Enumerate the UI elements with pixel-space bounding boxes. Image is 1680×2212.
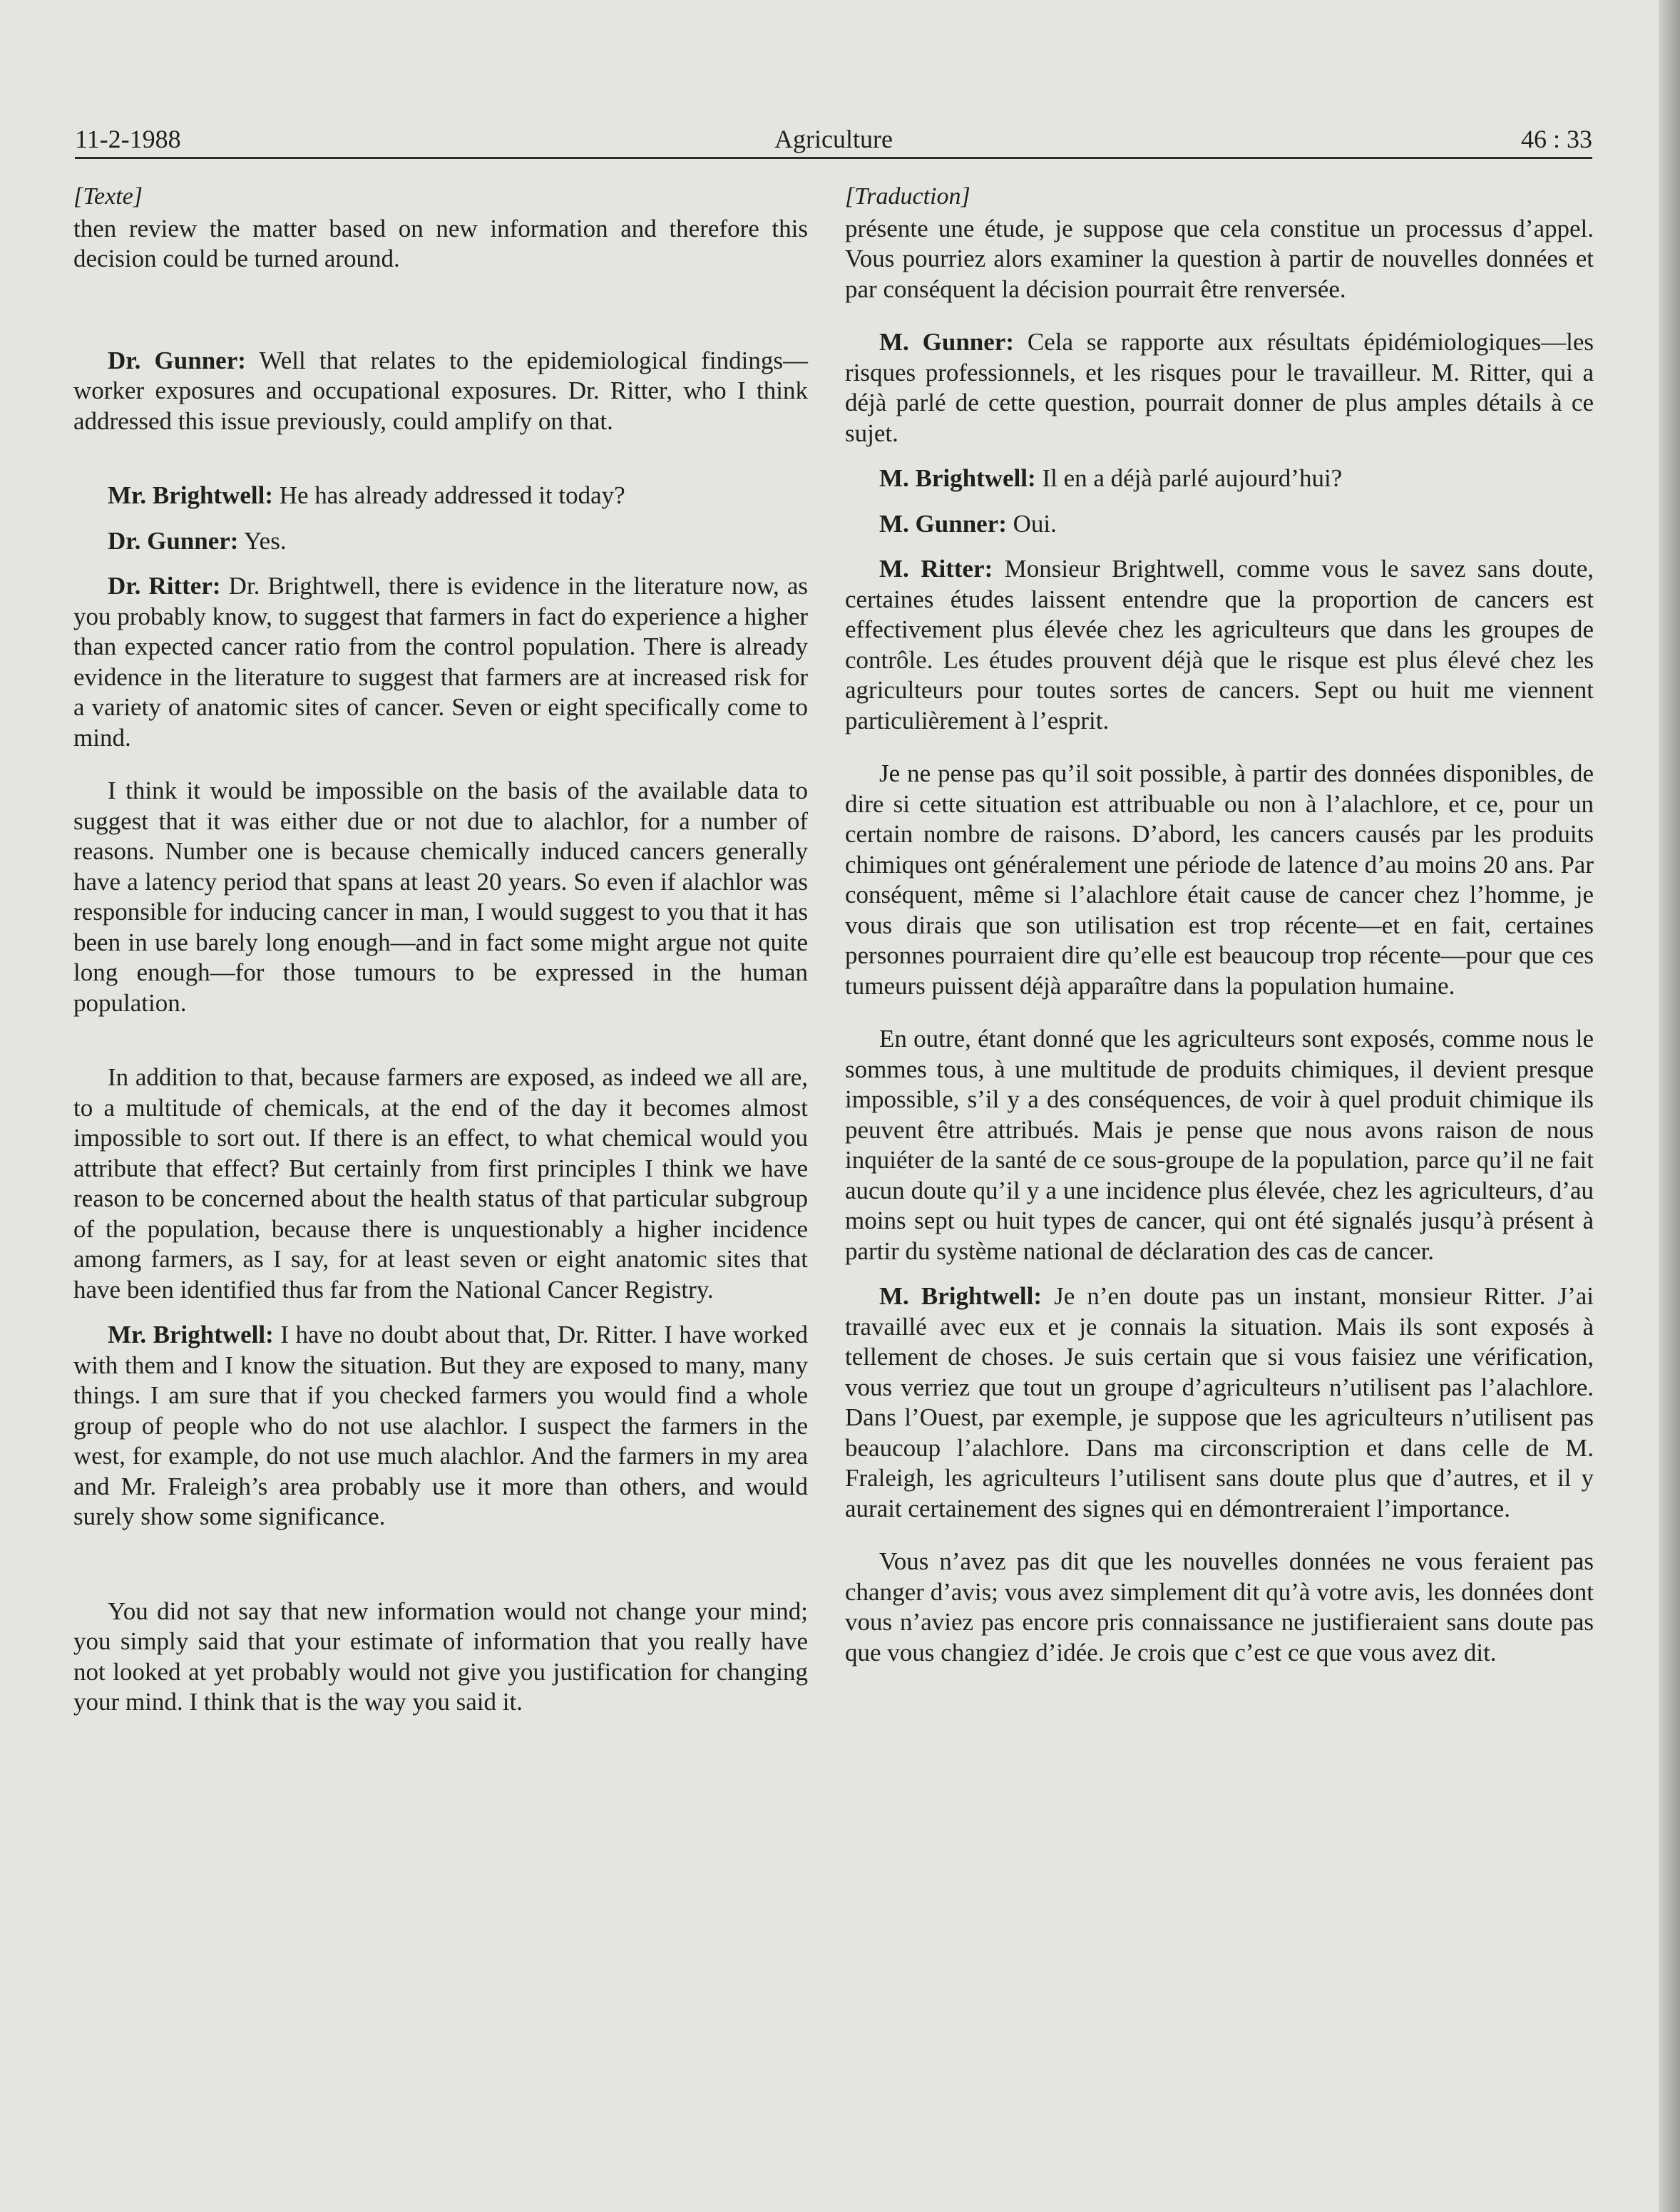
paragraph: Dr. Gunner: Well that relates to the epidemiological findings—worker exposures and occupational exposures. Dr. Ritter, who I think addressed this issue previously, could amplify on that.	[73, 346, 808, 435]
paragraph: You did not say that new information would not change your mind; you simply said that your estimate of information that you really have not looked at yet probably would not give you justification for changing your mind. I think that is the way you said it.	[73, 1597, 808, 1716]
speaker-label: Mr. Brightwell:	[108, 481, 273, 509]
paragraph: I think it would be impossible on the basis of the available data to suggest that it was either due or not due to alachlor, for a number of reasons. Number one is because chemically induced cancers generally have a latency period that spans at least 20 years. So even if alachlor was responsible for inducing cancer in man, I would suggest to you that it has been in use barely long enough—and in fact some might argue not quite long enough—for those tumours to be expressed in the human population.	[73, 777, 808, 1017]
paragraph: En outre, étant donné que les agriculteurs sont exposés, comme nous le sommes tous, à une multitude de produits chimiques, il devient presque impossible, s’il y a des conséquences, de voir à quel produit chimique ils peuvent être attribués. Mais je pense que nous avons raison de nous inquiéter de la santé de ce sous-groupe de la population, parce qu’il ne fait aucun doute qu’il y a une incidence plus élevée, chez les agriculteurs, d’au moins sept ou huit types de cancer, qui ont été signalés jusqu’à présent à partir du système national de déclaration des cas de cancer.	[845, 1025, 1594, 1265]
english-language-tag: [Texte]	[73, 183, 143, 210]
speaker-label: M. Brightwell:	[879, 1282, 1043, 1310]
paragraph: then review the matter based on new information and therefore this decision could be turned around.	[73, 214, 808, 272]
header-page-number: 46 : 33	[1520, 125, 1592, 153]
header-section-title: Agriculture	[774, 125, 893, 153]
speaker-label: M. Gunner:	[879, 509, 1007, 538]
speaker-label: Dr. Gunner:	[108, 346, 246, 374]
paragraph: Dr. Ritter: Dr. Brightwell, there is evidence in the literature now, as you probably know, to suggest that farmers in fact do experience a higher than expected cancer ratio from the control population. There is already evidence in the literature to suggest that farmers are at increased risk for a variety of anatomic sites of cancer. Seven or eight specifically come to mind.	[73, 572, 808, 752]
paragraph: M. Brightwell: Il en a déjà parlé aujourd’hui?	[879, 464, 1343, 492]
paragraph: M. Brightwell: Je n’en doute pas un instant, monsieur Ritter. J’ai travaillé avec eux et je connais la situation. Mais ils sont exposés à tellement de choses. Je suis certain que si vous faisiez une vérification, vous verriez que tout un groupe d’agriculteurs n’utilisent pas l’alachlore. Dans l’Ouest, par exemple, je suppose que les agriculteurs n’utilisent pas beaucoup l’alachlore. Dans ma circonscription et dans celle de M. Fraleigh, les agriculteurs l’utilisent sans doute plus que d’autres, et il y aurait certainement des signes qui en démontreraient l’importance.	[845, 1282, 1594, 1522]
page-header	[75, 121, 1592, 159]
paragraph: présente une étude, je suppose que cela constitue un processus d’appel. Vous pourriez alors examiner la question à partir de nouvelles données et par conséquent la décision pourrait être renversée.	[845, 214, 1594, 303]
speaker-label: M. Brightwell:	[879, 464, 1036, 492]
page-edge-shadow	[1659, 0, 1680, 2212]
paragraph: Mr. Brightwell: He has already addressed it today?	[108, 481, 625, 509]
speaker-label: Dr. Gunner:	[108, 526, 239, 555]
speaker-label: Dr. Ritter:	[108, 572, 221, 600]
french-column	[845, 182, 1594, 1683]
speaker-label: M. Gunner:	[879, 328, 1014, 356]
header-date: 11-2-1988	[75, 125, 181, 153]
english-column	[73, 182, 808, 1733]
speaker-label: M. Ritter:	[879, 555, 993, 583]
paragraph: M. Gunner: Oui.	[879, 509, 1057, 538]
paragraph: Mr. Brightwell: I have no doubt about that, Dr. Ritter. I have worked with them and I know the situation. But they are exposed to many, many things. I am sure that if you checked farmers you would find a whole group of people who do not use alachlor. I suspect the farmers in the west, for example, do not use much alachlor. And the farmers in my area and Mr. Fraleigh’s area probably use it more than others, and would surely show some significance.	[73, 1321, 808, 1530]
paragraph: In addition to that, because farmers are exposed, as indeed we all are, to a multitude of chemicals, at the end of the day it becomes almost impossible to sort out. If there is an effect, to what chemical would you attribute that effect? But certainly from first principles I think we have reason to be concerned about the health status of that particular subgroup of the population, because there is unquestionably a higher incidence among farmers, as I say, for at least seven or eight anatomic sites that have been identified thus far from the National Cancer Registry.	[73, 1063, 808, 1304]
paragraph: Dr. Gunner: Yes.	[108, 526, 287, 555]
french-language-tag: [Traduction]	[845, 183, 970, 210]
paragraph: M. Ritter: Monsieur Brightwell, comme vous le savez sans doute, certaines études laissent entendre que la proportion de cancers est effectivement plus élevée chez les agriculteurs que dans les groupes de contrôle. Les études prouvent déjà que le risque est plus élevé chez les agriculteurs pour toutes sortes de cancers. Sept ou huit me viennent particulièrement à l’esprit.	[845, 555, 1594, 734]
paragraph: M. Gunner: Cela se rapporte aux résultats épidémiologiques—les risques professionnels, et les risques pour le travailleur. M. Ritter, qui a déjà parlé de cette question, pourrait donner de plus amples détails à ce sujet.	[845, 328, 1594, 447]
paragraph: Vous n’avez pas dit que les nouvelles données ne vous feraient pas changer d’avis; vous avez simplement dit qu’à votre avis, les données dont vous n’aviez pas encore pris connaissance ne justifieraient sans doute pas que vous changiez d’idée. Je crois que c’est ce que vous avez dit.	[845, 1547, 1594, 1666]
speaker-label: Mr. Brightwell:	[108, 1321, 274, 1348]
paragraph: Je ne pense pas qu’il soit possible, à partir des données disponibles, de dire si cette situation est attribuable ou non à l’alachlore, et ce, pour un certain nombre de raisons. D’abord, les cancers causés par les produits chimiques ont généralement une période de latence d’au moins 20 ans. Par conséquent, même si l’alachlore était cause de cancer chez l’homme, je vous dirais que son utilisation est trop récente—et en fait, certaines personnes pourraient dire qu’elle est beaucoup trop récente—pour que ces tumeurs puissent déjà apparaître dans la population humaine.	[845, 759, 1594, 1000]
